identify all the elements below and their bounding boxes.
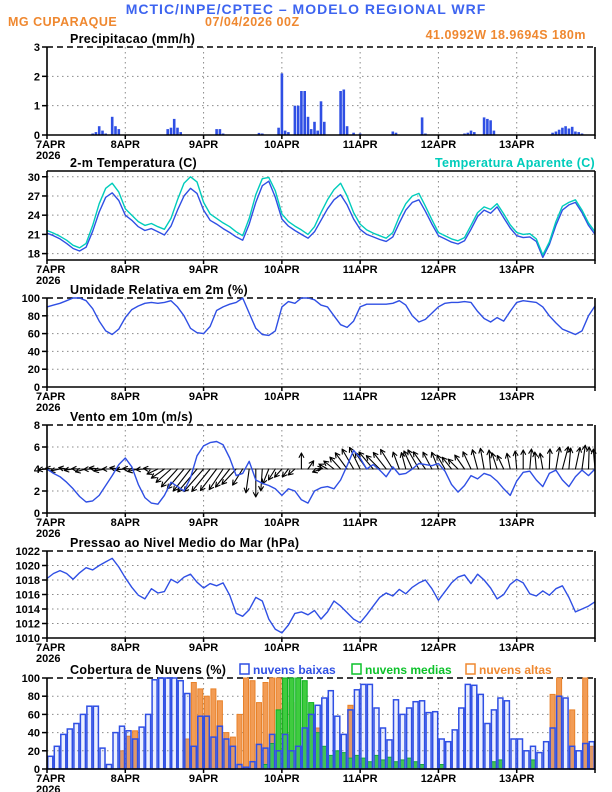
cloud-bar bbox=[570, 746, 575, 769]
cloud-bar bbox=[557, 696, 562, 769]
y-tick-label: 3 bbox=[33, 42, 40, 54]
panel-wind bbox=[34, 410, 596, 540]
precip-bar bbox=[483, 117, 486, 135]
legend-label-nuvens-medias: nuvens medias bbox=[365, 663, 452, 677]
station-name: MG CUPARAQUE bbox=[8, 15, 118, 29]
panel-humidity bbox=[22, 283, 595, 414]
precip-bar bbox=[489, 120, 492, 135]
precip-bar bbox=[486, 119, 489, 135]
wind-arrow bbox=[471, 450, 477, 469]
wind-arrow bbox=[562, 447, 569, 469]
wind-arrow bbox=[556, 447, 561, 469]
x-tick-label: 10APR bbox=[264, 264, 300, 276]
panel-title-wind: Vento em 10m (m/s) bbox=[70, 410, 193, 424]
cloud-bar bbox=[198, 716, 203, 769]
cloud-bar bbox=[185, 694, 190, 770]
cloud-bar bbox=[276, 751, 281, 769]
cloud-bar bbox=[302, 728, 307, 769]
cloud-bar bbox=[296, 746, 301, 769]
precip-bar bbox=[170, 128, 173, 135]
x-tick-label: 9APR bbox=[188, 391, 219, 403]
panel-title-pressure: Pressao ao Nivel Medio do Mar (hPa) bbox=[70, 536, 300, 550]
x-axis-year-label: 2026 bbox=[36, 402, 61, 414]
x-tick-label: 12APR bbox=[420, 139, 457, 151]
y-tick-label: 27 bbox=[27, 190, 40, 203]
x-tick-label: 9APR bbox=[188, 773, 219, 785]
cloud-bar bbox=[459, 708, 464, 769]
y-tick-label: 30 bbox=[27, 171, 40, 184]
y-tick-label: 60 bbox=[27, 709, 40, 722]
cloud-bar bbox=[211, 737, 216, 769]
precip-bar bbox=[215, 129, 218, 135]
cloud-bar bbox=[100, 748, 105, 769]
cloud-bar bbox=[374, 708, 379, 769]
y-tick-label: 1016 bbox=[15, 589, 40, 602]
cloud-bar bbox=[511, 739, 516, 769]
cloud-bar bbox=[537, 753, 542, 769]
x-tick-label: 13APR bbox=[498, 139, 535, 151]
cloud-bar bbox=[485, 724, 490, 770]
cloud-bar bbox=[204, 716, 209, 769]
x-axis-year-label: 2026 bbox=[36, 528, 61, 540]
cloud-bar bbox=[93, 706, 98, 769]
cloud-bar bbox=[133, 739, 138, 769]
cloud-bar bbox=[583, 744, 588, 770]
wind-arrow bbox=[487, 450, 492, 469]
precip-bar bbox=[561, 128, 564, 135]
precip-bar bbox=[300, 91, 303, 135]
x-axis-year-label: 2026 bbox=[36, 275, 61, 287]
wind-arrow bbox=[582, 445, 587, 469]
x-tick-label: 11APR bbox=[342, 517, 378, 529]
legend-label-nuvens-baixas: nuvens baixas bbox=[253, 663, 336, 677]
cloud-bar bbox=[263, 748, 268, 769]
cloud-bar bbox=[387, 740, 392, 769]
cloud-bar bbox=[139, 727, 144, 769]
x-tick-label: 12APR bbox=[420, 391, 457, 403]
precip-bar bbox=[564, 126, 567, 135]
panel-title-clouds: Cobertura de Nuvens (%) bbox=[70, 663, 227, 677]
precip-bar bbox=[303, 91, 306, 135]
cloud-bar bbox=[413, 702, 418, 769]
x-tick-label: 13APR bbox=[498, 517, 535, 529]
y-tick-label: 100 bbox=[21, 293, 40, 305]
x-tick-label: 9APR bbox=[188, 517, 219, 529]
wind-arrow bbox=[288, 469, 295, 475]
panel-temperature bbox=[28, 156, 595, 287]
cloud-bar bbox=[250, 762, 255, 769]
cloud-bar bbox=[361, 684, 366, 769]
cloud-bar bbox=[87, 706, 92, 769]
cloud-bar bbox=[178, 681, 183, 769]
line-2-m Temperatura (C) bbox=[47, 181, 595, 257]
y-tick-label: 1020 bbox=[15, 560, 40, 573]
wind-arrow bbox=[521, 450, 526, 469]
cloud-bar bbox=[315, 705, 320, 769]
y-tick-label: 18 bbox=[27, 248, 40, 261]
cloud-bar bbox=[289, 751, 294, 769]
panel-precipitation bbox=[34, 32, 595, 162]
precip-bar bbox=[281, 73, 284, 135]
y-tick-label: 1 bbox=[33, 100, 40, 113]
x-tick-label: 8APR bbox=[110, 139, 140, 151]
cloud-bar bbox=[217, 726, 222, 769]
y-tick-label: 1014 bbox=[15, 604, 40, 616]
y-tick-label: 20 bbox=[27, 364, 40, 377]
wind-arrow bbox=[381, 450, 393, 470]
x-tick-label: 12APR bbox=[420, 773, 457, 785]
precip-bar bbox=[98, 126, 101, 135]
x-tick-label: 10APR bbox=[264, 773, 300, 785]
y-tick-label: 1018 bbox=[15, 575, 40, 587]
precip-bar bbox=[277, 128, 280, 135]
precip-bar bbox=[343, 90, 346, 136]
x-tick-label: 11APR bbox=[342, 264, 378, 276]
x-tick-label: 9APR bbox=[188, 264, 219, 276]
x-axis-year-label: 2026 bbox=[36, 150, 61, 162]
wind-arrow bbox=[529, 449, 534, 469]
precip-bar bbox=[346, 126, 349, 135]
wind-arrow bbox=[244, 469, 249, 493]
cloud-bar bbox=[420, 701, 425, 769]
wind-arrow bbox=[136, 467, 145, 472]
x-tick-label: 10APR bbox=[264, 391, 300, 403]
cloud-bar bbox=[381, 728, 386, 769]
precip-bar bbox=[173, 119, 176, 135]
wind-arrow bbox=[506, 453, 511, 469]
y-tick-label: 21 bbox=[27, 229, 40, 242]
wind-arrow bbox=[497, 455, 504, 469]
y-tick-label: 8 bbox=[33, 420, 40, 432]
cloud-bar bbox=[465, 684, 470, 769]
cloud-bar bbox=[237, 714, 242, 769]
cloud-bar bbox=[504, 701, 509, 769]
cloud-bar bbox=[146, 714, 151, 769]
cloud-bar bbox=[61, 734, 66, 769]
precip-bar bbox=[294, 106, 297, 135]
x-tick-label: 7APR bbox=[36, 391, 66, 403]
cloud-bar bbox=[563, 698, 568, 769]
x-tick-label: 13APR bbox=[498, 642, 535, 654]
cloud-bar bbox=[67, 729, 72, 769]
panel-pressure bbox=[16, 536, 595, 665]
cloud-bar bbox=[309, 714, 314, 769]
x-tick-label: 8APR bbox=[110, 391, 140, 403]
y-tick-label: 60 bbox=[27, 328, 40, 341]
line-Umidade Relativa em 2m (%) bbox=[47, 298, 595, 335]
cloud-bar bbox=[472, 685, 477, 769]
cloud-bar bbox=[524, 751, 529, 769]
cloud-bar bbox=[400, 714, 405, 769]
precip-bar bbox=[307, 117, 310, 135]
precip-bar bbox=[219, 129, 222, 135]
x-tick-label: 7APR bbox=[36, 773, 66, 785]
panel-right-title: Temperatura Aparente (C) bbox=[434, 156, 595, 170]
cloud-bar bbox=[328, 691, 333, 769]
x-tick-label: 12APR bbox=[420, 642, 457, 654]
cloud-bar bbox=[348, 710, 353, 769]
cloud-bar bbox=[452, 730, 457, 769]
cloud-bar bbox=[367, 684, 372, 769]
cloud-bar bbox=[257, 744, 262, 769]
precip-bar bbox=[339, 91, 342, 135]
cloud-bar bbox=[230, 746, 235, 769]
x-tick-label: 11APR bbox=[342, 642, 378, 654]
line-Pressao ao Nivel Medio do Mar (hPa) bbox=[47, 558, 595, 633]
cloud-bar bbox=[165, 678, 170, 769]
cloud-bar bbox=[335, 716, 340, 769]
panel-title-precipitation: Precipitacao (mm/h) bbox=[70, 32, 196, 46]
wind-arrow bbox=[539, 453, 544, 469]
legend-swatch-nuvens-baixas bbox=[240, 664, 249, 674]
cloud-bar bbox=[491, 710, 496, 769]
cloud-bar bbox=[518, 739, 523, 769]
panel-frame bbox=[47, 298, 595, 387]
cloud-bar bbox=[159, 678, 164, 769]
precip-bar bbox=[313, 122, 316, 135]
wind-arrow bbox=[268, 469, 275, 480]
precip-bar bbox=[568, 129, 571, 136]
cloud-bar bbox=[407, 708, 412, 769]
wind-arrow bbox=[448, 459, 458, 469]
cloud-bar bbox=[394, 700, 399, 769]
cloud-bar bbox=[74, 724, 79, 770]
wind-arrow bbox=[575, 448, 581, 470]
y-tick-label: 6 bbox=[33, 442, 40, 454]
wind-arrow bbox=[64, 467, 73, 472]
x-tick-label: 11APR bbox=[342, 773, 378, 785]
x-tick-label: 11APR bbox=[342, 391, 378, 403]
x-tick-label: 13APR bbox=[498, 264, 535, 276]
wind-arrow bbox=[299, 453, 304, 469]
cloud-bar bbox=[120, 726, 125, 769]
cloud-bar bbox=[113, 733, 118, 769]
y-tick-label: 0 bbox=[33, 508, 40, 520]
x-tick-label: 7APR bbox=[36, 642, 66, 654]
cloud-bar bbox=[433, 712, 438, 769]
wind-arrow bbox=[568, 448, 573, 469]
wind-arrow bbox=[548, 449, 553, 469]
y-tick-label: 2 bbox=[33, 71, 40, 84]
precip-bar bbox=[111, 117, 114, 135]
y-tick-label: 1012 bbox=[15, 618, 40, 631]
cloud-bar bbox=[126, 731, 131, 769]
cloud-bar bbox=[191, 746, 196, 769]
wind-arrow bbox=[282, 469, 288, 477]
cloud-bar bbox=[446, 742, 451, 769]
x-tick-label: 9APR bbox=[188, 642, 219, 654]
cloud-bar bbox=[322, 698, 327, 769]
panel-title-humidity: Umidade Relativa em 2m (%) bbox=[70, 283, 248, 297]
y-tick-label: 100 bbox=[21, 673, 40, 685]
wind-arrow bbox=[479, 448, 484, 469]
y-tick-label: 20 bbox=[27, 745, 40, 758]
cloud-bar bbox=[244, 678, 249, 769]
panel-title-temperature: 2-m Temperatura (C) bbox=[70, 156, 198, 170]
cloud-bar bbox=[478, 694, 483, 769]
x-tick-label: 7APR bbox=[36, 517, 66, 529]
line-Vento em 10m (m/s) bbox=[47, 442, 595, 505]
x-tick-label: 12APR bbox=[420, 264, 457, 276]
wind-arrow bbox=[275, 469, 282, 477]
x-tick-label: 7APR bbox=[36, 264, 66, 276]
y-tick-label: 40 bbox=[27, 346, 40, 359]
cloud-bar bbox=[498, 698, 503, 769]
line-Temperatura Aparente (C) bbox=[47, 177, 595, 255]
cloud-bar bbox=[48, 756, 53, 769]
x-tick-label: 8APR bbox=[110, 517, 140, 529]
wind-arrow bbox=[392, 452, 399, 469]
x-tick-label: 11APR bbox=[342, 139, 378, 151]
precip-bar bbox=[323, 122, 326, 135]
panel-clouds bbox=[22, 663, 595, 792]
x-tick-label: 9APR bbox=[188, 139, 219, 151]
wind-arrow bbox=[147, 469, 158, 474]
run-datetime: 07/04/2026 00Z bbox=[205, 15, 300, 29]
cloud-bar bbox=[54, 746, 59, 769]
y-tick-label: 4 bbox=[33, 464, 40, 476]
wind-arrow bbox=[400, 453, 406, 469]
precip-bar bbox=[176, 128, 179, 135]
bars-nuvens-baixas bbox=[48, 678, 594, 769]
cloud-bar bbox=[426, 713, 431, 769]
x-tick-label: 8APR bbox=[110, 773, 140, 785]
precip-bars bbox=[91, 73, 583, 135]
cloud-bar bbox=[250, 681, 255, 769]
y-tick-label: 24 bbox=[27, 210, 40, 223]
cloud-bar bbox=[531, 746, 536, 769]
wind-arrow bbox=[491, 453, 497, 469]
x-tick-label: 10APR bbox=[264, 642, 300, 654]
y-tick-label: 0 bbox=[33, 130, 40, 142]
x-tick-label: 8APR bbox=[110, 264, 140, 276]
cloud-bar bbox=[550, 728, 555, 769]
precip-bar bbox=[166, 129, 169, 135]
y-tick-label: 1010 bbox=[15, 633, 40, 645]
x-tick-label: 13APR bbox=[498, 391, 535, 403]
x-tick-label: 10APR bbox=[264, 139, 300, 151]
wind-arrow bbox=[587, 447, 592, 469]
y-tick-label: 2 bbox=[33, 486, 40, 498]
wind-arrow bbox=[308, 461, 314, 469]
x-tick-label: 13APR bbox=[498, 773, 535, 785]
precip-bar bbox=[421, 117, 424, 135]
x-tick-label: 8APR bbox=[110, 642, 140, 654]
cloud-bar bbox=[589, 742, 594, 769]
precip-bar bbox=[310, 129, 313, 135]
precip-bar bbox=[118, 129, 121, 135]
wind-arrow bbox=[463, 452, 471, 469]
cloud-bar bbox=[544, 742, 549, 769]
location-coordinates: 41.0992W 18.9694S 180m bbox=[425, 28, 586, 42]
wind-arrow bbox=[156, 469, 171, 482]
cloud-bar bbox=[354, 690, 359, 769]
cloud-bar bbox=[80, 714, 85, 769]
precip-bar bbox=[320, 101, 323, 135]
cloud-bar bbox=[341, 734, 346, 769]
wind-arrow bbox=[200, 469, 216, 491]
precip-bar bbox=[297, 106, 300, 135]
legend-swatch-nuvens-altas bbox=[466, 664, 475, 674]
y-tick-label: 80 bbox=[27, 691, 40, 704]
cloud-bar bbox=[152, 680, 157, 769]
wind-arrow bbox=[262, 469, 269, 484]
cloud-bar bbox=[172, 678, 177, 769]
cloud-bar bbox=[224, 739, 229, 769]
y-tick-label: 40 bbox=[27, 727, 40, 740]
x-tick-label: 10APR bbox=[264, 517, 300, 529]
page-title: MCTIC/INPE/CPTEC – MODELO REGIONAL WRF bbox=[125, 1, 487, 17]
wind-arrow bbox=[423, 452, 432, 469]
x-axis-year-label: 2026 bbox=[36, 784, 61, 792]
x-tick-label: 7APR bbox=[36, 139, 66, 151]
cloud-bar bbox=[576, 751, 581, 769]
legend-swatch-nuvens-medias bbox=[352, 664, 361, 674]
x-axis-year-label: 2026 bbox=[36, 653, 61, 665]
legend-label-nuvens-altas: nuvens altas bbox=[479, 663, 552, 677]
y-tick-label: 1022 bbox=[15, 546, 40, 558]
cloud-bar bbox=[439, 739, 444, 769]
y-tick-label: 80 bbox=[27, 310, 40, 323]
cloud-bar bbox=[283, 734, 288, 769]
y-tick-label: 0 bbox=[33, 382, 40, 394]
cloud-bar bbox=[270, 734, 275, 769]
x-tick-label: 12APR bbox=[420, 517, 457, 529]
precip-bar bbox=[571, 127, 574, 135]
precip-bar bbox=[114, 126, 117, 135]
y-tick-label: 0 bbox=[33, 764, 40, 776]
wind-arrow bbox=[533, 452, 538, 469]
